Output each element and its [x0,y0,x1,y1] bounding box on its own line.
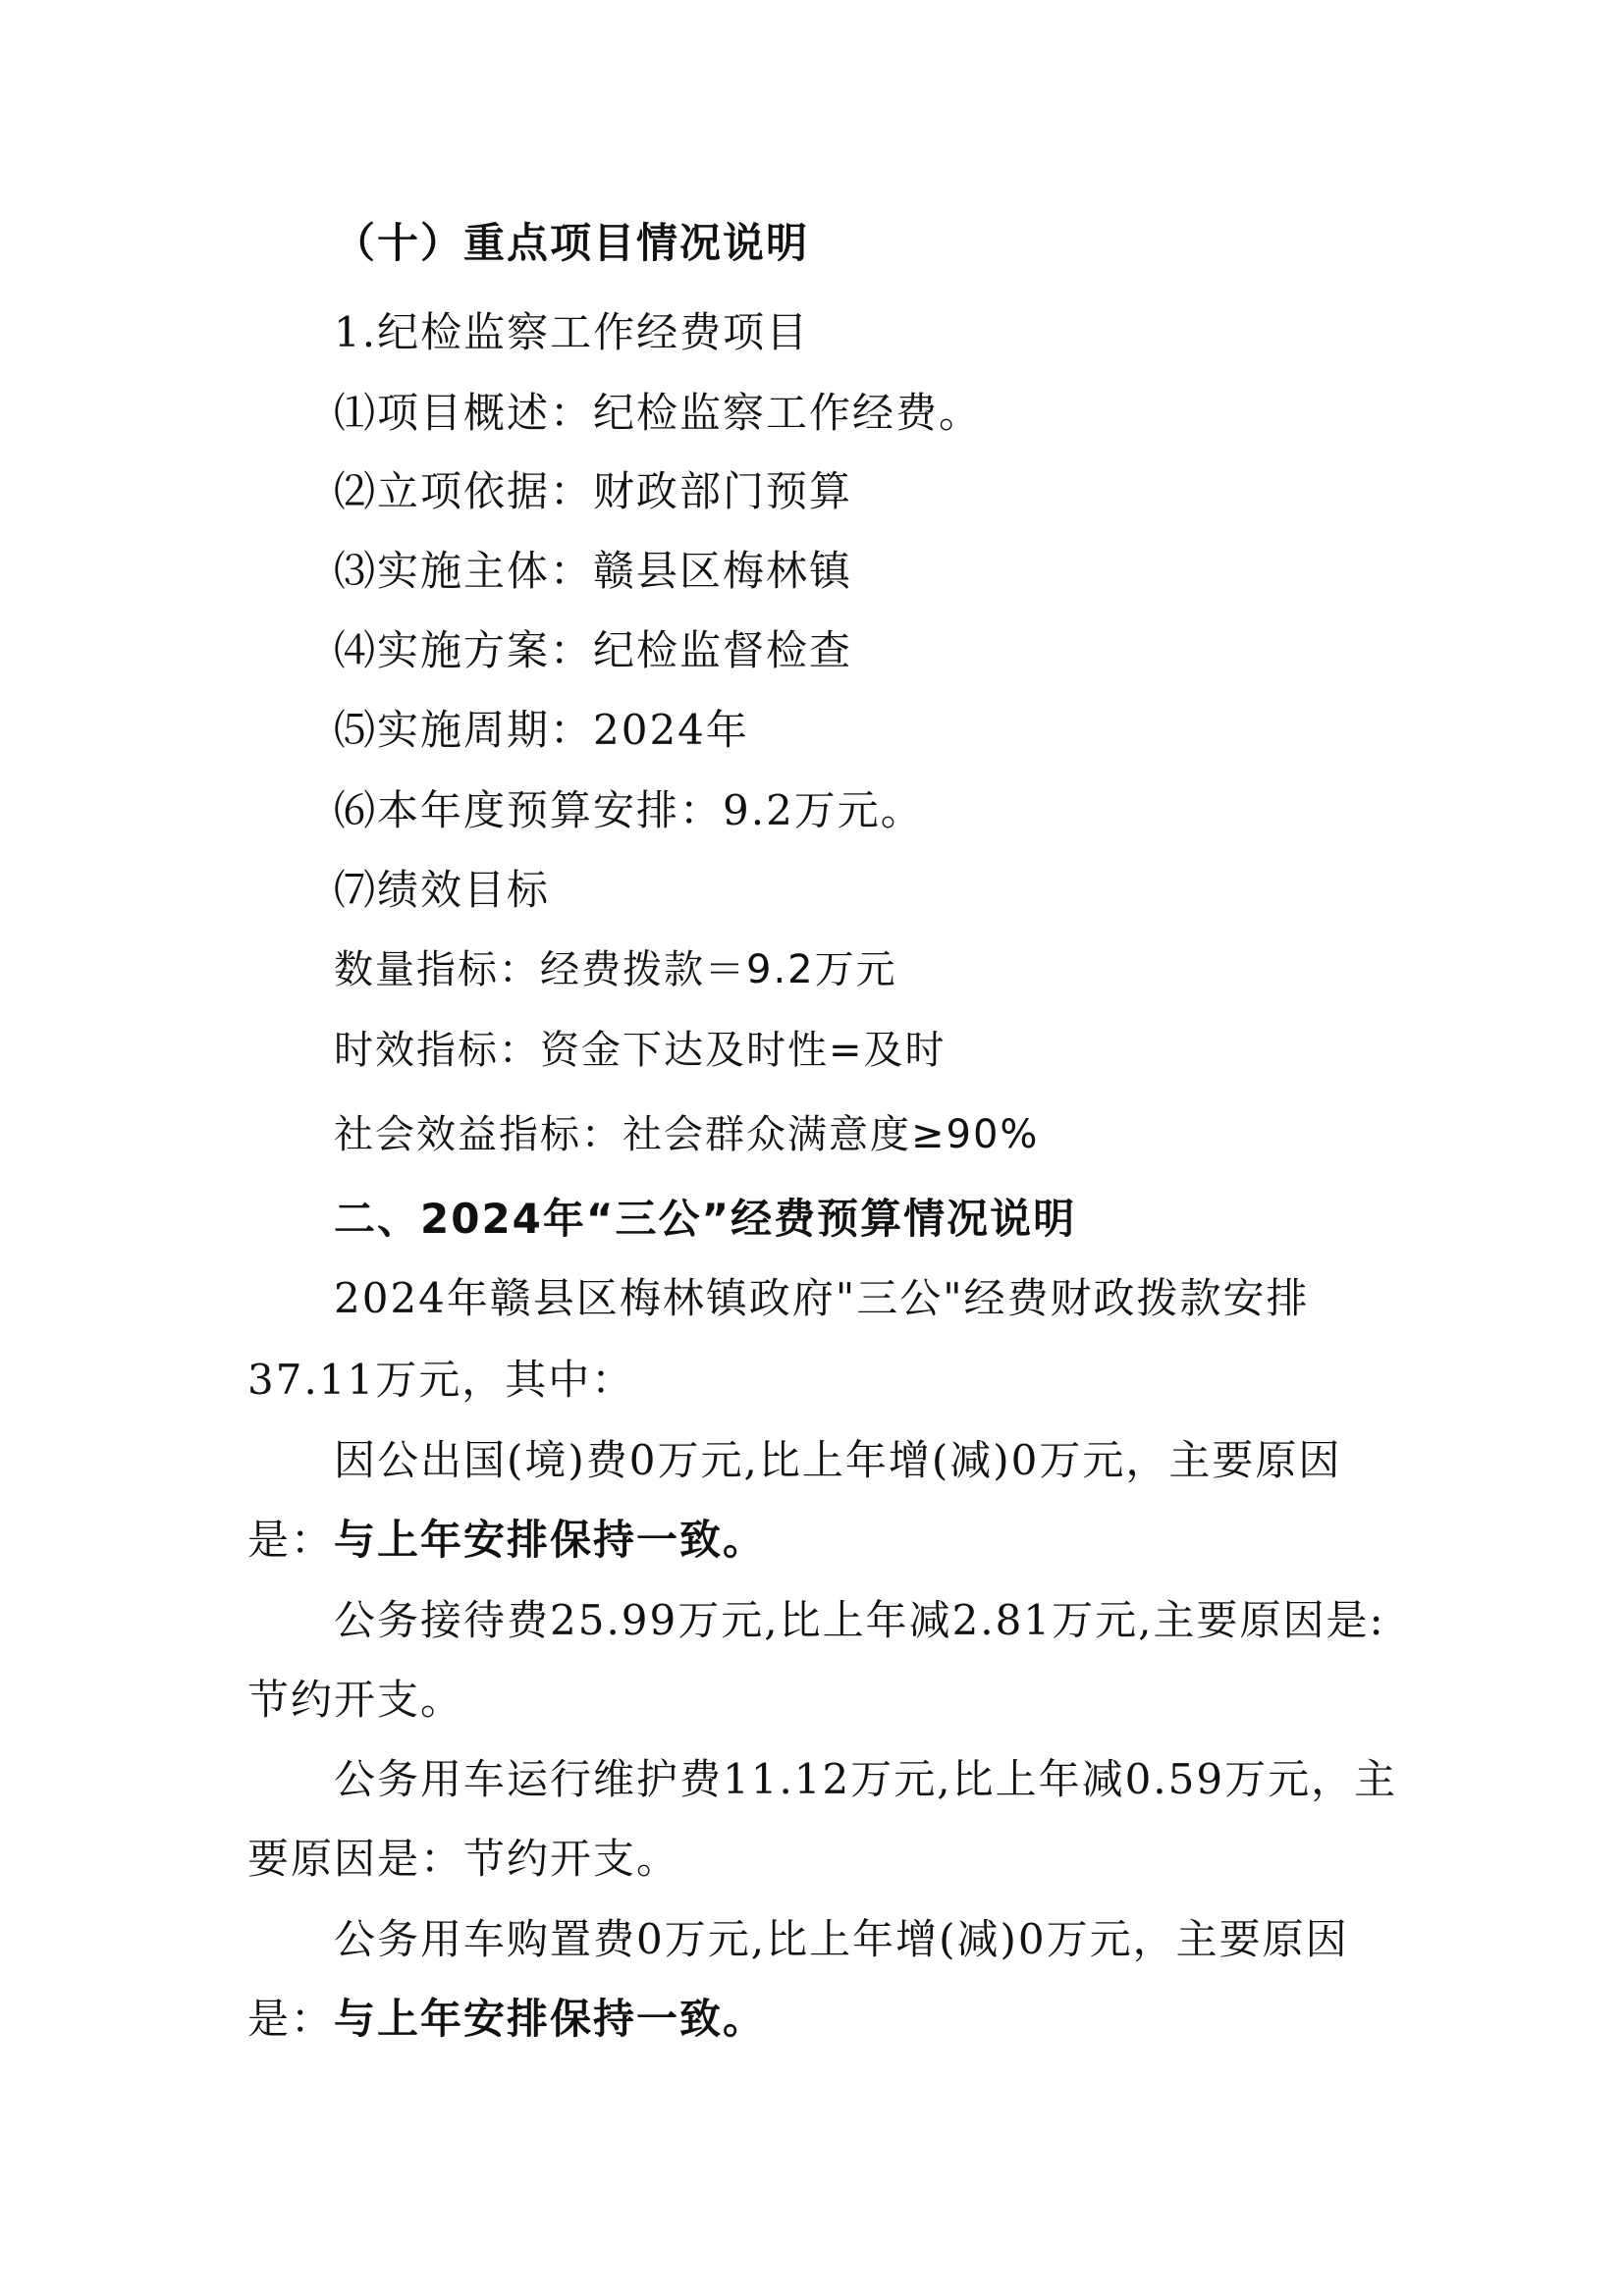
project-period: ⑸实施周期：2024年 [334,706,749,754]
abroad-expense-reason: 与上年安排保持一致。 [334,1516,767,1564]
timeliness-metric: 时效指标：资金下达及时性=及时 [334,1028,947,1073]
social-benefit-metric: 社会效益指标：社会群众满意度≥90% [334,1112,1040,1157]
project-overview: ⑴项目概述：纪检监察工作经费。 [334,389,983,437]
abroad-expense-line1: 因公出国(境)费0万元,比上年增(减)0万元，主要原因 [334,1436,1342,1484]
project-basis: ⑵立项依据：财政部门预算 [334,467,853,515]
project-entity: ⑶实施主体：赣县区梅林镇 [334,547,853,595]
three-public-intro-line2: 37.11万元，其中： [247,1356,635,1404]
section-heading-three-public: 二、2024年“三公”经费预算情况说明 [334,1195,1077,1243]
abroad-expense-line2 [247,1515,766,1566]
three-public-intro-line1: 2024年赣县区梅林镇政府"三公"经费财政拨款安排 [334,1274,1310,1322]
project-title: 1.纪检监察工作经费项目 [334,308,810,356]
vehicle-purchase-expense-line1: 公务用车购置费0万元,比上年增(减)0万元，主要原因 [334,1915,1349,1963]
project-budget: ⑹本年度预算安排：9.2万元。 [334,786,924,834]
reception-expense-line2: 节约开支。 [247,1676,464,1724]
vehicle-purchase-reason: 与上年安排保持一致。 [334,1995,767,2043]
abroad-expense-prefix: 是： [247,1516,335,1564]
vehicle-purchase-expense-line2 [247,1994,766,2045]
project-goals-title: ⑺绩效目标 [334,866,551,914]
vehicle-ops-expense-line2: 要原因是：节约开支。 [247,1835,680,1883]
section-heading-key-projects: （十）重点项目情况说明 [334,219,810,267]
project-plan: ⑷实施方案：纪检监督检查 [334,626,853,674]
vehicle-ops-expense-line1: 公务用车运行维护费11.12万元,比上年减0.59万元，主 [334,1755,1398,1803]
quantity-metric: 数量指标：经费拨款＝9.2万元 [334,947,897,992]
vehicle-purchase-prefix: 是： [247,1995,335,2043]
reception-expense-line1: 公务接待费25.99万元,比上年减2.81万元,主要原因是: [334,1596,1385,1644]
